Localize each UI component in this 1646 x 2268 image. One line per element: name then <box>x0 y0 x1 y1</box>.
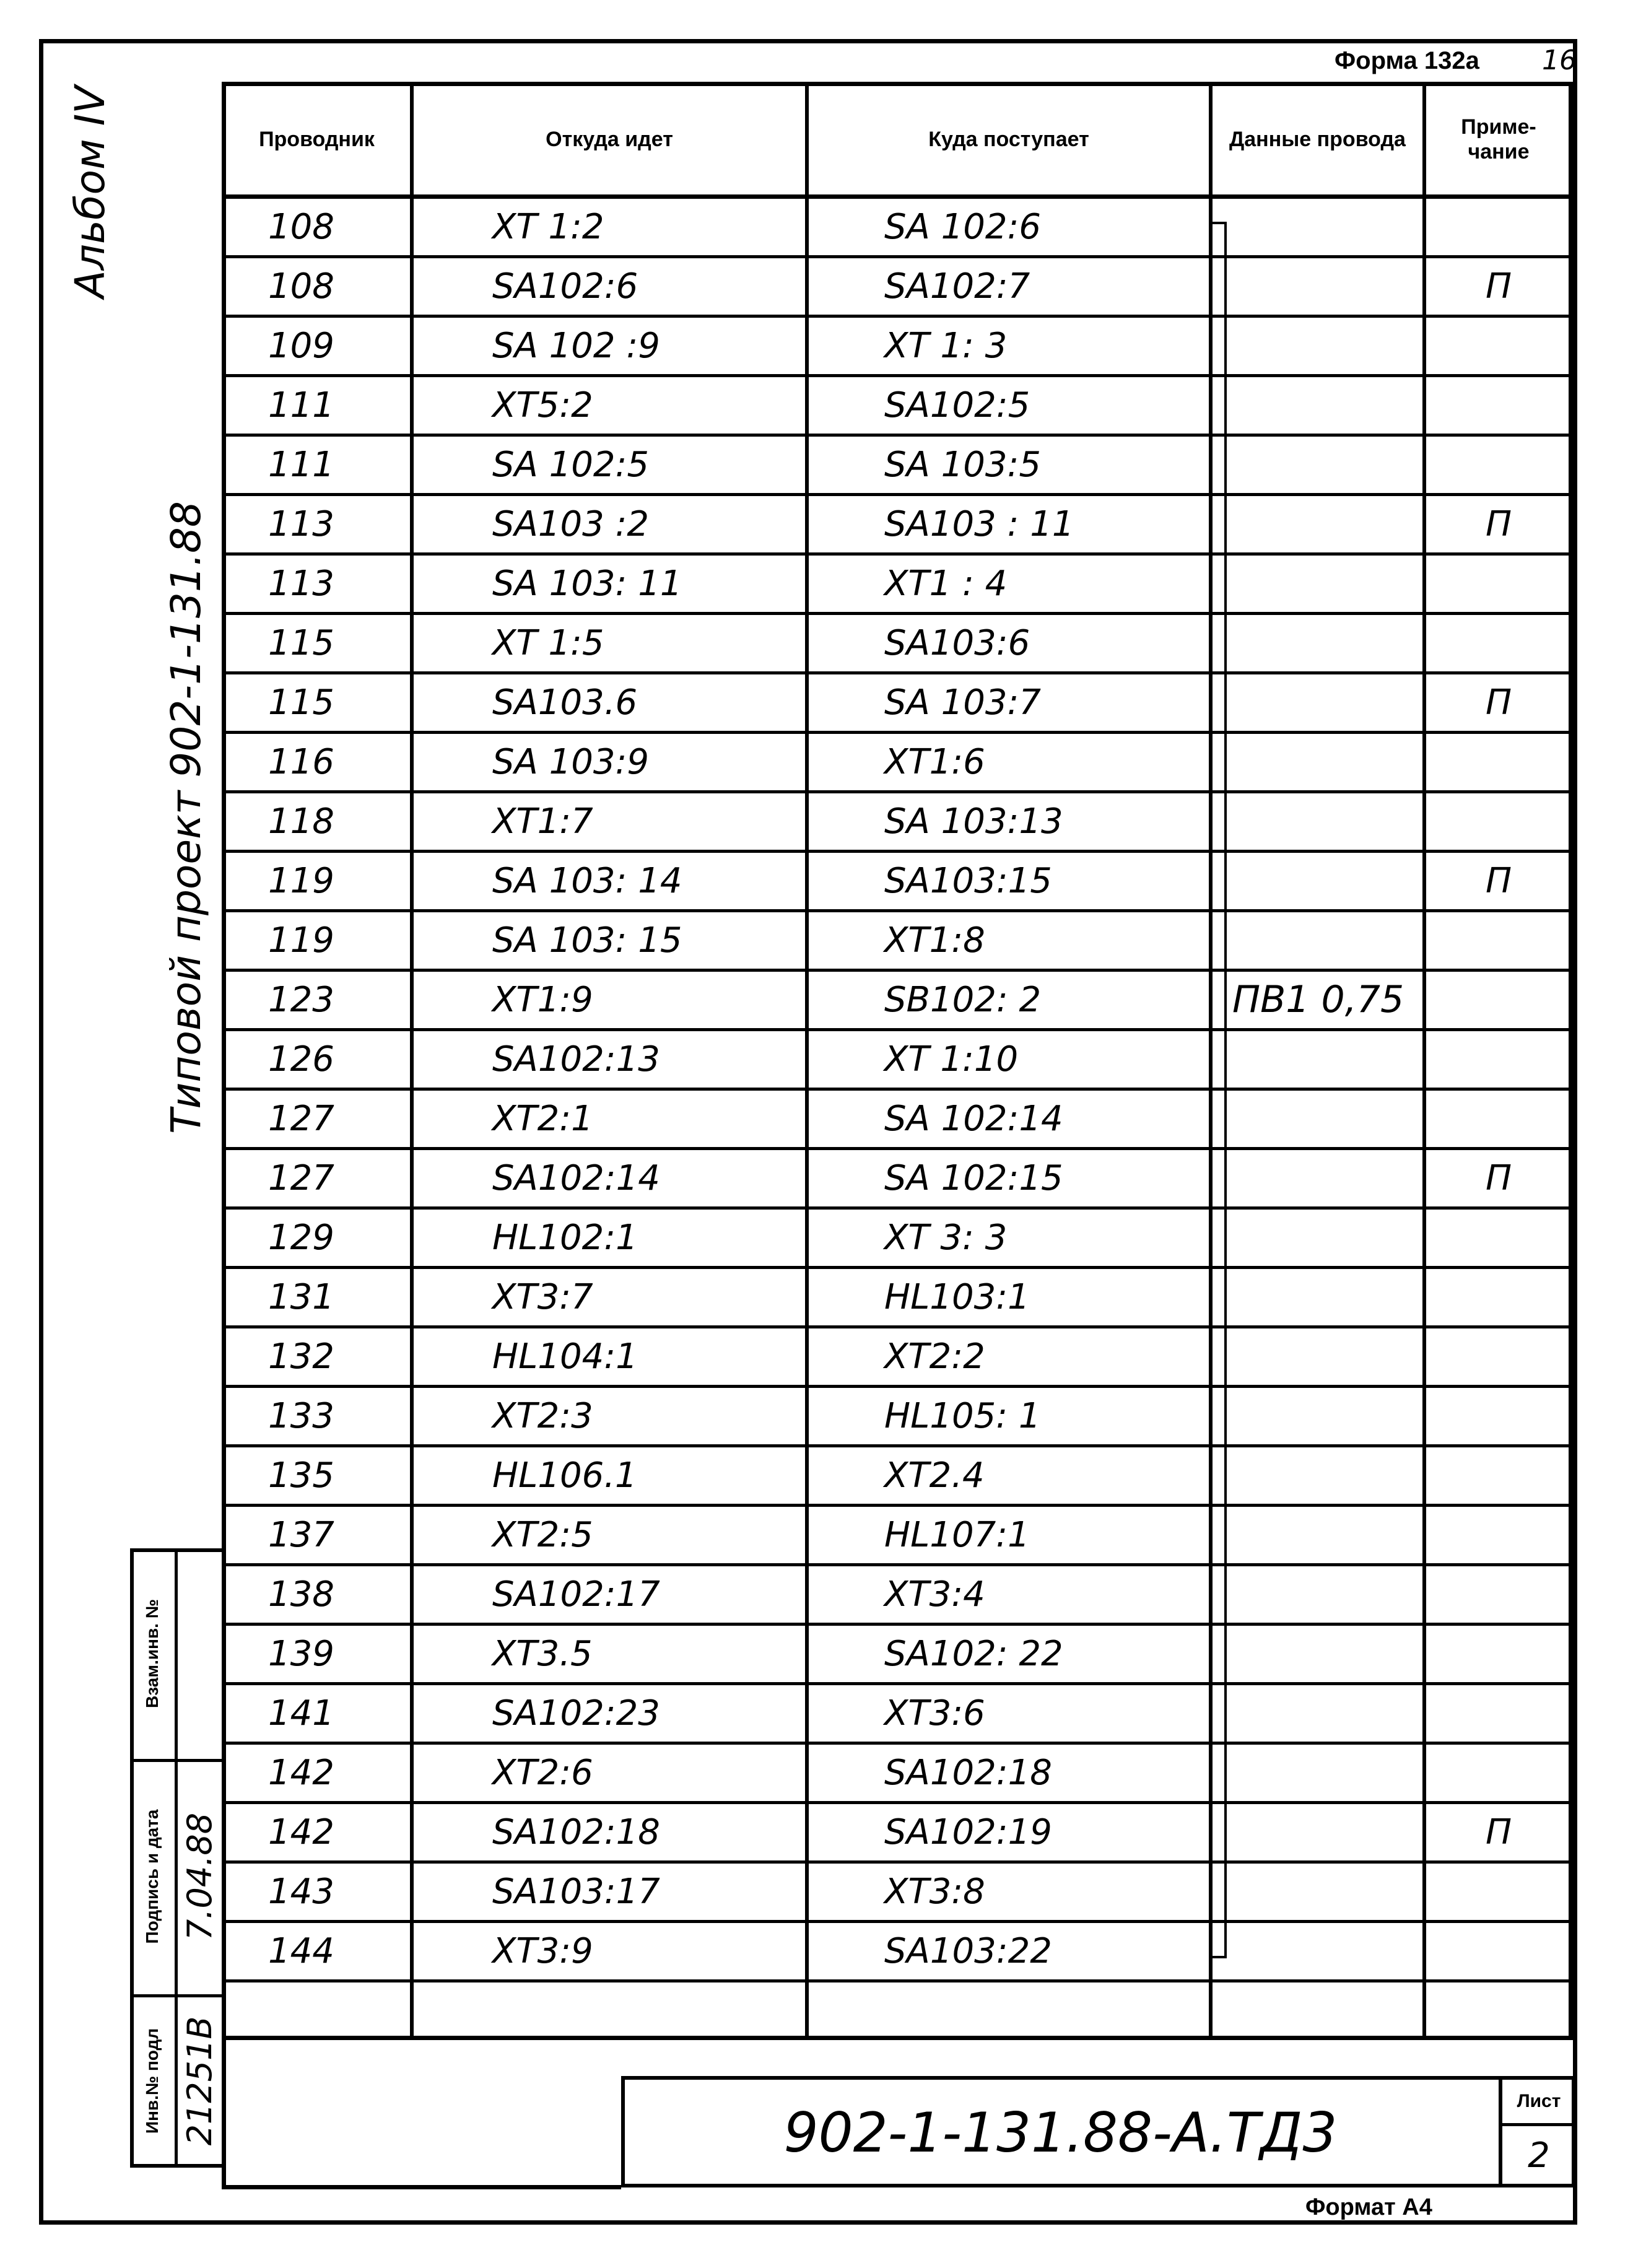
to-cell: XT3:4 <box>884 1574 985 1615</box>
form-label: Форма 132а <box>1335 47 1479 74</box>
conductor-cell: 139 <box>268 1633 334 1674</box>
wire-data-bracket <box>1224 222 1227 1958</box>
corner-mark: 16 <box>1542 45 1577 76</box>
to-cell: SA102:19 <box>884 1812 1052 1852</box>
conductor-cell: 108 <box>268 266 334 307</box>
conductor-cell: 132 <box>268 1336 334 1377</box>
wire-data-bracket-top <box>1211 222 1226 224</box>
sheet-number: 2 <box>1528 2135 1550 2176</box>
note-cell <box>1424 1505 1573 1564</box>
wire-data-value: ПВ1 0,75 <box>1232 978 1404 1021</box>
note-cell <box>1424 1624 1573 1683</box>
to-cell: XT3:8 <box>884 1871 985 1912</box>
from-cell: XT2:1 <box>492 1098 593 1139</box>
format-label: Формат А4 <box>1305 2194 1432 2220</box>
from-cell: XT2:3 <box>492 1395 593 1436</box>
from-cell: XT5:2 <box>492 385 593 425</box>
conductor-cell: 129 <box>268 1217 334 1258</box>
conductor-cell: 113 <box>268 563 334 604</box>
from-cell: SA102:14 <box>492 1158 660 1198</box>
note-cell <box>1424 1981 1573 2040</box>
from-cell: SA103 :2 <box>492 504 650 544</box>
to-cell: SA102:18 <box>884 1752 1052 1793</box>
to-cell: XT 1:10 <box>884 1039 1019 1079</box>
to-cell: SB102: 2 <box>884 979 1042 1020</box>
conductor-cell: 119 <box>268 920 334 961</box>
conductor-cell: 127 <box>268 1098 334 1139</box>
conductor-cell: 142 <box>268 1752 334 1793</box>
to-cell: SA 103:13 <box>884 801 1063 842</box>
to-cell: HL105: 1 <box>884 1395 1041 1436</box>
to-cell: HL103:1 <box>884 1276 1030 1317</box>
from-cell: SA102:6 <box>492 266 638 307</box>
table-row <box>222 1981 1573 2040</box>
from-cell: XT 1:5 <box>492 622 604 663</box>
note-cell <box>1424 1089 1573 1148</box>
to-cell: SA103:15 <box>884 860 1052 901</box>
conductor-cell: 141 <box>268 1693 334 1734</box>
note-cell <box>1424 375 1573 435</box>
conductor-cell: 126 <box>268 1039 334 1079</box>
note-cell <box>1424 792 1573 851</box>
from-cell: SA 103:9 <box>492 741 650 782</box>
sheet-label: Лист <box>1517 2091 1561 2111</box>
from-cell: SA 103: 14 <box>492 860 682 901</box>
to-cell: XT2.4 <box>884 1455 985 1496</box>
from-cell: XT3.5 <box>492 1633 593 1674</box>
note-cell <box>1424 316 1573 375</box>
note-cell: П <box>1485 1812 1512 1852</box>
from-cell: HL104:1 <box>492 1336 638 1377</box>
to-cell: SA 103:7 <box>884 682 1042 723</box>
to-cell: SA 102:14 <box>884 1098 1063 1139</box>
conductor-cell: 137 <box>268 1514 334 1555</box>
note-cell: П <box>1485 860 1512 901</box>
note-cell <box>1424 1446 1573 1505</box>
to-cell: XT3:6 <box>884 1693 985 1734</box>
note-cell <box>1424 1208 1573 1267</box>
conductor-cell: 115 <box>268 622 334 663</box>
conductor-cell: 111 <box>268 444 334 485</box>
note-cell: П <box>1485 504 1512 544</box>
note-cell <box>1424 197 1573 256</box>
project-label: Типовой проект 902-1-131.88 <box>162 501 210 1134</box>
note-cell <box>1424 1743 1573 1802</box>
note-cell <box>1424 1564 1573 1624</box>
from-cell: HL106.1 <box>492 1455 637 1496</box>
to-cell: XT2:2 <box>884 1336 985 1377</box>
from-cell: SA102:23 <box>492 1693 660 1734</box>
header-from: Откуда идет <box>546 128 673 151</box>
note-cell <box>1424 1267 1573 1327</box>
header-conductor: Проводник <box>259 128 375 151</box>
to-cell: SA103:22 <box>884 1930 1052 1971</box>
from-cell: HL102:1 <box>492 1217 638 1258</box>
from-cell: SA103.6 <box>492 682 638 723</box>
sign-date-label: Подпись и дата <box>142 1809 162 1944</box>
from-cell: SA102:17 <box>492 1574 660 1615</box>
from-cell: SA102:13 <box>492 1039 660 1079</box>
to-cell: XT 1: 3 <box>884 325 1008 366</box>
from-cell: SA103:17 <box>492 1871 660 1912</box>
note-cell <box>1424 435 1573 494</box>
to-cell: HL107:1 <box>884 1514 1030 1555</box>
note-cell <box>1424 1327 1573 1386</box>
conductor-cell: 135 <box>268 1455 334 1496</box>
note-cell <box>1424 970 1573 1029</box>
note-cell <box>1424 1921 1573 1981</box>
from-cell: XT3:7 <box>492 1276 593 1317</box>
conductor-cell: 143 <box>268 1871 334 1912</box>
to-cell: SA103 : 11 <box>884 504 1074 544</box>
document-designation: 902-1-131.88-А.ТД3 <box>783 2100 1338 2165</box>
to-cell: SA103:6 <box>884 622 1030 663</box>
from-cell: SA 102 :9 <box>492 325 660 366</box>
album-label: Альбом IV <box>66 85 114 299</box>
header-note: Приме-чание <box>1461 115 1536 164</box>
from-cell: XT2:5 <box>492 1514 593 1555</box>
conductor-cell: 133 <box>268 1395 334 1436</box>
conductor-cell: 113 <box>268 504 334 544</box>
to-cell: SA102:7 <box>884 266 1030 307</box>
conductor-cell: 108 <box>268 206 334 247</box>
lower-bottom-border <box>222 2185 621 2189</box>
note-cell <box>1424 613 1573 673</box>
note-cell <box>1424 1029 1573 1089</box>
note-cell <box>1424 1683 1573 1743</box>
conductor-cell: 144 <box>268 1930 334 1971</box>
to-cell: SA102:5 <box>884 385 1030 425</box>
to-cell: XT1:6 <box>884 741 985 782</box>
note-cell: П <box>1485 266 1512 307</box>
from-cell: XT1:7 <box>492 801 593 842</box>
from-cell: XT2:6 <box>492 1752 593 1793</box>
to-cell: SA102: 22 <box>884 1633 1063 1674</box>
conductor-cell: 118 <box>268 801 334 842</box>
wire-data-bracket-bottom <box>1211 1956 1226 1958</box>
note-cell: П <box>1485 1158 1512 1198</box>
conductor-cell: 119 <box>268 860 334 901</box>
sign-date-value: 7.04.88 <box>180 1812 219 1941</box>
to-cell: XT1 : 4 <box>884 563 1008 604</box>
note-cell: П <box>1485 682 1512 723</box>
conductor-cell: 115 <box>268 682 334 723</box>
note-cell <box>1424 1862 1573 1921</box>
to-cell: SA 102:15 <box>884 1158 1063 1198</box>
conductor-cell: 111 <box>268 385 334 425</box>
note-cell <box>1424 910 1573 970</box>
note-cell <box>1424 1386 1573 1446</box>
to-cell: SA 102:6 <box>884 206 1042 247</box>
note-cell <box>1424 732 1573 792</box>
from-cell: SA 103: 11 <box>492 563 682 604</box>
replace-inv-label: Взам.инв. № <box>142 1599 162 1708</box>
from-cell: SA 103: 15 <box>492 920 682 961</box>
header-wire-data: Данные провода <box>1229 128 1406 151</box>
conductor-cell: 109 <box>268 325 334 366</box>
from-cell: XT1:9 <box>492 979 593 1020</box>
conductor-cell: 142 <box>268 1812 334 1852</box>
conductor-cell: 131 <box>268 1276 334 1317</box>
conductor-cell: 116 <box>268 741 334 782</box>
header-to: Куда поступает <box>928 128 1089 151</box>
from-cell: SA102:18 <box>492 1812 660 1852</box>
to-cell: SA 103:5 <box>884 444 1042 485</box>
from-cell: XT3:9 <box>492 1930 593 1971</box>
from-cell: SA 102:5 <box>492 444 650 485</box>
conductor-cell: 123 <box>268 979 334 1020</box>
inv-value: 21251В <box>180 2016 219 2146</box>
to-cell: XT1:8 <box>884 920 985 961</box>
to-cell: XT 3: 3 <box>884 1217 1008 1258</box>
conductor-cell: 127 <box>268 1158 334 1198</box>
conductor-cell: 138 <box>268 1574 334 1615</box>
from-cell: XT 1:2 <box>492 206 604 247</box>
note-cell <box>1424 554 1573 613</box>
inv-label: Инв.№ подл <box>142 2028 162 2134</box>
